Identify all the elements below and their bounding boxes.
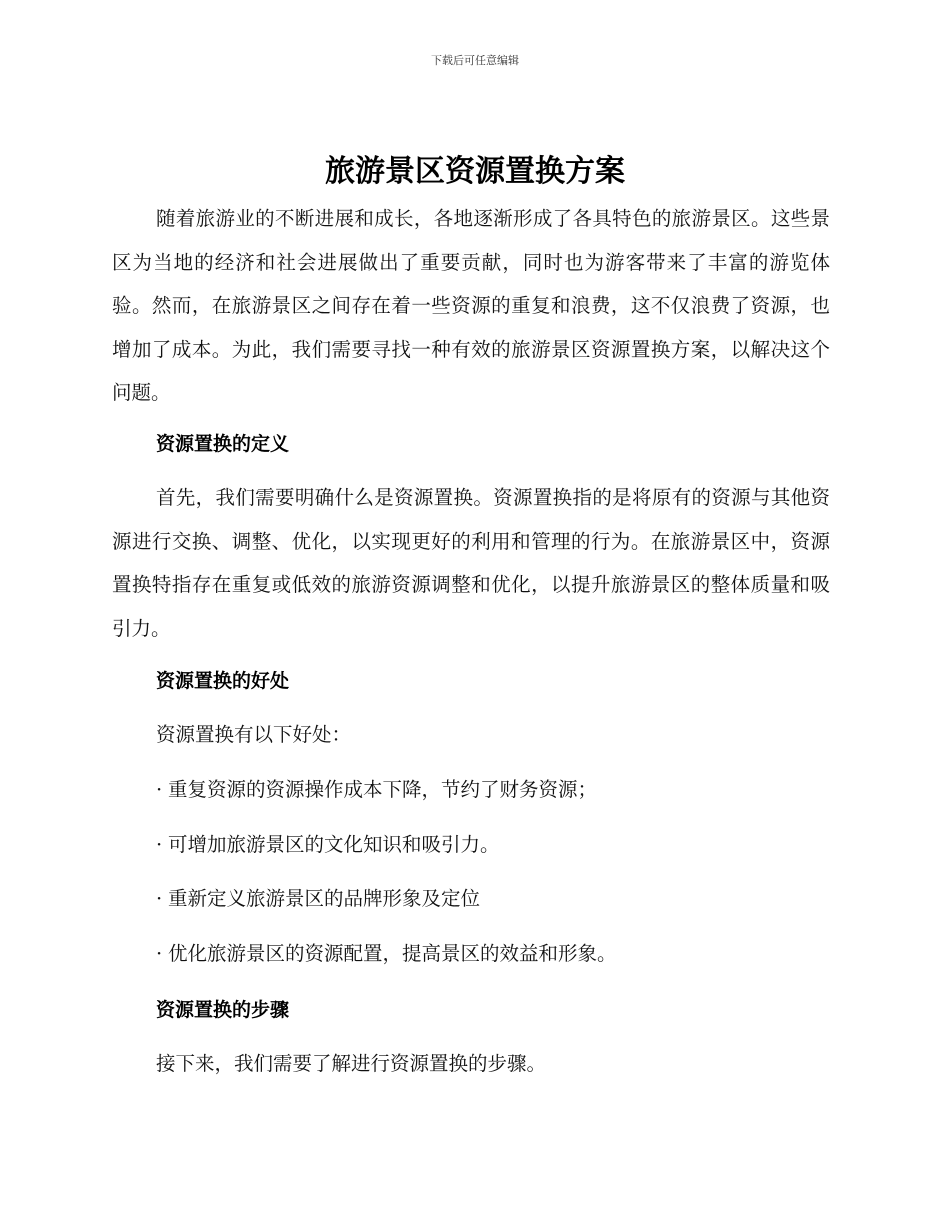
header-note: 下载后可任意编辑	[431, 54, 519, 67]
list-item-text: 可增加旅游景区的文化知识和吸引力。	[168, 833, 500, 856]
intro-paragraph: 随着旅游业的不断进展和成长，各地逐渐形成了各具特色的旅游景区。这些景区为当地的经济和社会进展做出了重要贡献，同时也为游客带来了丰富的游览体验。然而，在旅游景区之间存在着一些资源的重复和浪费，这不仅浪费了资源，也增加了成本。为此，我们需要寻找一种有效的旅游景区资源置换方案，以解决这个问题。	[112, 207, 830, 404]
benefits-lead: 资源置换有以下好处：	[156, 723, 352, 746]
list-item	[156, 830, 836, 860]
list-item-text: 重新定义旅游景区的品牌形象及定位	[168, 887, 481, 910]
definition-paragraph: 首先，我们需要明确什么是资源置换。资源置换指的是将原有的资源与其他资源进行交换、调整、优化，以实现更好的利用和管理的行为。在旅游景区中，资源置换特指存在重复或低效的旅游资源调整和优化，以提升旅游景区的整体质量和吸引力。	[112, 486, 830, 640]
page-title: 旅游景区资源置换方案	[325, 154, 625, 189]
list-item	[156, 775, 836, 805]
bullet-marker: ·	[156, 833, 163, 856]
list-item	[156, 884, 836, 914]
bullet-marker: ·	[156, 942, 163, 965]
bullet-marker: ·	[156, 778, 163, 801]
list-item	[156, 939, 836, 969]
section-heading-definition: 资源置换的定义	[156, 433, 290, 455]
list-item-text: 重复资源的资源操作成本下降，节约了财务资源；	[168, 778, 598, 801]
list-item-text: 优化旅游景区的资源配置，提高景区的效益和形象。	[168, 942, 617, 965]
section-heading-benefits: 资源置换的好处	[156, 670, 290, 692]
bullet-marker: ·	[156, 887, 163, 910]
section-heading-steps: 资源置换的步骤	[156, 999, 290, 1021]
steps-lead: 接下来，我们需要了解进行资源置换的步骤。	[156, 1052, 547, 1075]
